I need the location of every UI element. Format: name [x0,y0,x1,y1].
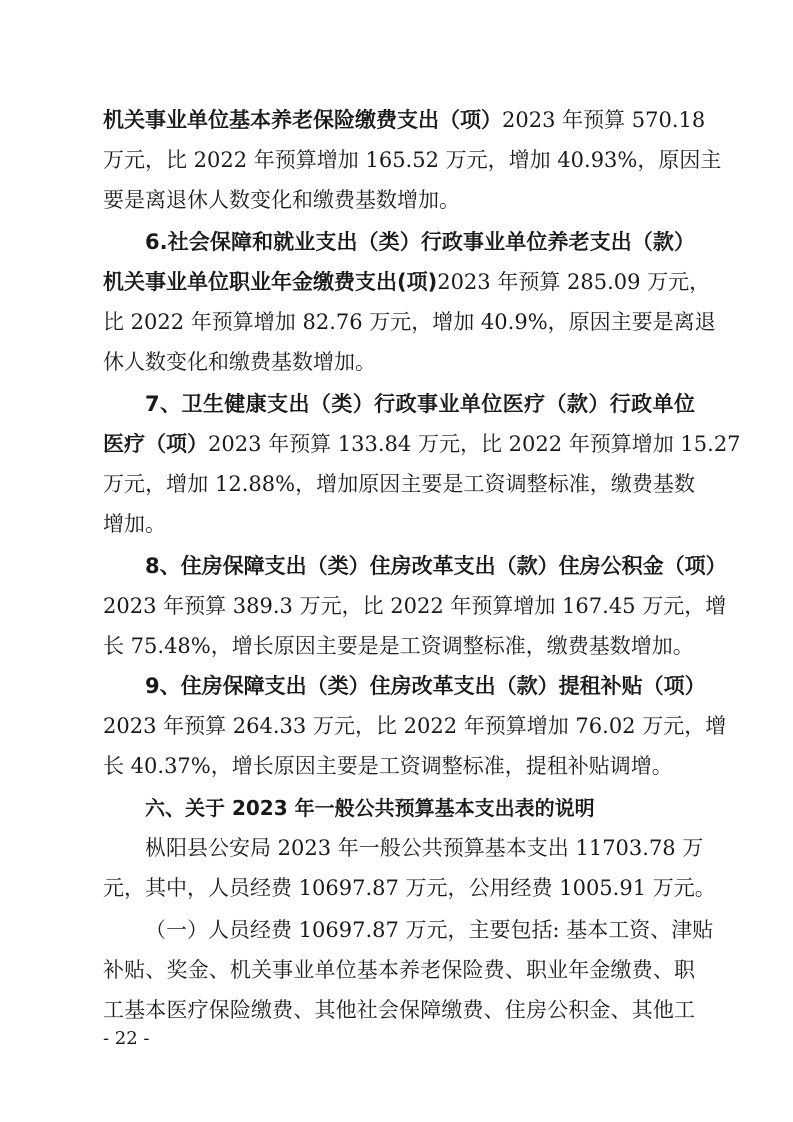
para5-line2: 万元，比 2022 年预算增加 165.52 万元，增加 40.93%，原因主 [103,148,722,172]
para7-subheading: 医疗（项） [103,432,208,456]
para7-line2-text: 2023 年预算 133.84 万元，比 2022 年预算增加 15.27 [208,432,741,456]
page-number: - 22 - [103,1028,150,1049]
sub1-line3: 工基本医疗保险缴费、其他社会保障缴费、住房公积金、其他工 [103,998,695,1022]
para5-line3: 要是离退休人数变化和缴费基数增加。 [103,188,460,212]
sub1-line1: （一）人员经费 10697.87 万元，主要包括: 基本工资、津贴 [145,918,714,942]
para6-line2 [103,262,711,302]
para8-heading: 8、住房保障支出（类）住房改革支出（款）住房公积金（项） [145,554,727,578]
para9-line3: 长 40.37%，增长原因主要是工资调整标准，提租补贴调增。 [103,754,673,778]
para7-line2 [103,424,741,464]
para5-line1-text: 2023 年预算 570.18 [502,108,706,132]
para6-heading: 6.社会保障和就业支出（类）行政事业单位养老支出（款） [145,230,695,254]
para6-line3: 比 2022 年预算增加 82.76 万元，增加 40.9%，原因主要是离退 [103,310,716,334]
sub1-line2: 补贴、奖金、机关事业单位基本养老保险费、职业年金缴费、职 [103,958,695,982]
section6-line2: 元，其中，人员经费 10697.87 万元，公用经费 1005.91 万元。 [103,876,716,900]
para9-heading: 9、住房保障支出（类）住房改革支出（款）提租补贴（项） [145,674,706,698]
section6-line1: 枞阳县公安局 2023 年一般公共预算基本支出 11703.78 万 [145,836,704,860]
para7-heading: 7、卫生健康支出（类）行政事业单位医疗（款）行政单位 [145,392,695,416]
para7-line4: 增加。 [103,512,166,536]
para6-line2-text: 2023 年预算 285.09 万元， [437,270,711,294]
para5-heading: 机关事业单位基本养老保险缴费支出（项） [103,108,502,132]
para5-line1 [103,100,706,140]
para8-line3: 长 75.48%，增长原因主要是是工资调整标准，缴费基数增加。 [103,634,694,658]
para7-line3: 万元，增加 12.88%，增加原因主要是工资调整标准，缴费基数 [103,472,695,496]
para8-line2: 2023 年预算 389.3 万元，比 2022 年预算增加 167.45 万元，增 [103,594,727,618]
para6-subheading: 机关事业单位职业年金缴费支出(项) [103,270,438,294]
section6-heading: 六、关于 2023 年一般公共预算基本支出表的说明 [145,796,595,820]
para9-line2: 2023 年预算 264.33 万元，比 2022 年预算增加 76.02 万元，增 [103,714,727,738]
para6-line4: 休人数变化和缴费基数增加。 [103,350,376,374]
